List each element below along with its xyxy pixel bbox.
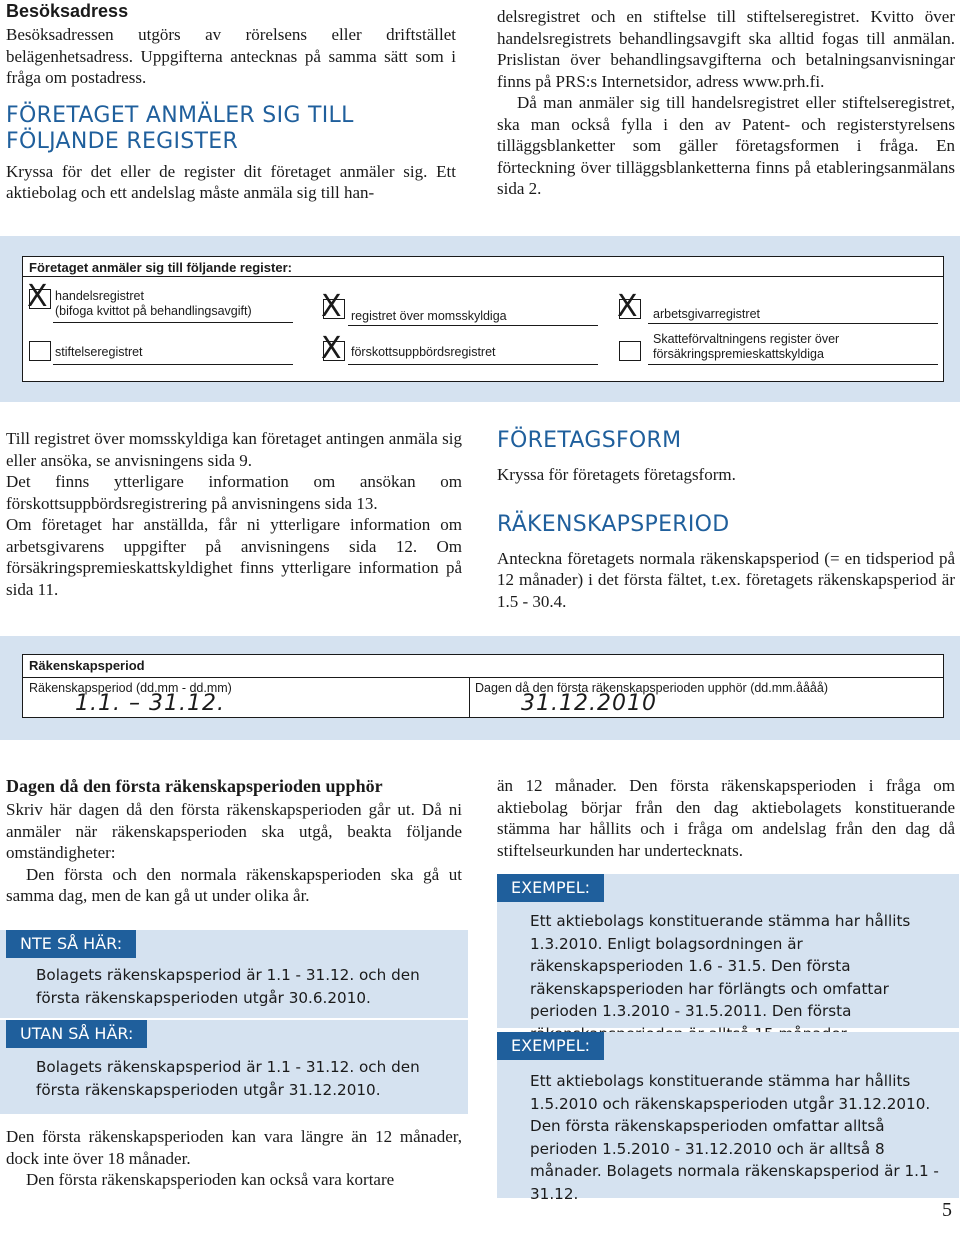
besoksadress-text: Besöksadressen utgörs av rörelsens eller driftstället belägenhetsadress. Uppgifterna antecknas på samma sätt som i fråga om postadress.: [6, 25, 456, 87]
label-forskottsuppbord: förskottsuppbördsregistret: [351, 345, 496, 359]
label-stiftelseregistret: stiftelseregistret: [55, 345, 143, 359]
wrong-example-text: Bolagets räkenskapsperiod är 1.1 - 31.12. och den första räkenskapsperioden utgår 30.6.2010.: [36, 966, 420, 1007]
checkbox-stiftelseregistret[interactable]: [29, 341, 51, 361]
rakenskapsperiod-heading: RÄKENSKAPSPERIOD: [497, 511, 730, 537]
example2-tab: EXEMPEL:: [497, 1032, 604, 1060]
register-form-title: Företaget anmäler sig till följande register:: [29, 260, 292, 275]
right-example-tab: UTAN SÅ HÄR:: [6, 1020, 147, 1048]
shorter-period-text: Den första räkenskapsperioden kan också vara kortare: [26, 1170, 395, 1189]
checkbox-forsakringspremie[interactable]: [619, 341, 641, 361]
label-handelsregistret: handelsregistret (bifoga kvittot på behandlingsavgift): [55, 289, 252, 318]
page-number: 5: [942, 1199, 952, 1221]
mid-left-column: [6, 428, 462, 600]
handelsregister-info: delsregistret och en stiftelse till stiftelseregistret. Kvitto över handelsregistrets behandlingsavgift ska alltid fogas till anmälan. Prislistan över behandlingsavgifterna och betalningsanvisningar finns på PRS:s Internetsidor, adress www.prh.fi.: [497, 7, 955, 91]
register-section-title: FÖRETAGET ANMÄLER SIG TILL FÖLJANDE REGISTER: [6, 102, 354, 154]
check-mark: X: [27, 279, 49, 314]
example1-tab: EXEMPEL:: [497, 874, 604, 902]
shorter-period-continued: än 12 månader. Den första räkenskapsperioden i fråga om aktiebolag börjar från den dag aktiebolagets konstituerande stämma har hållits och i fråga om andelslag från den dag då stiftelseurkunden har undertecknats.: [497, 776, 955, 860]
rakenskapsperiod-text: Anteckna företagets normala räkenskapsperiod (= en tidsperiod på 12 månader) i det första fältet, t.ex. företagets räkenskapsperiod är 1.5 - 30.4.: [497, 548, 955, 611]
foretagsform-heading: FÖRETAGSFORM: [497, 428, 682, 453]
example2-text: Ett aktiebolags konstituerande stämma har hållits 1.5.2010 och räkenskapsperioden utgår 31.12.2010. Den första räkenskapsperioden omfattar alltså perioden 1.5.2010 - 31.12.2010 och är alltså 8 månader. Bolagets normala räkenskapsperiod är 1.1 - 31.12.: [530, 1072, 939, 1203]
tillaggsblankett-info: Då man anmäler sig till handelsregistret eller stiftelseregistret, ska man också fylla i den av Patent- och registerstyrelsens tilläggsblanketter som gäller företagsformen i fråga. En förteckning över tilläggsblanketterna finns på etableringsanmälans sida 2.: [497, 93, 955, 198]
bottom-left-column: [6, 775, 462, 907]
right-example-text: Bolagets räkenskapsperiod är 1.1 - 31.12. och den första räkenskapsperioden utgår 31.12.2010.: [36, 1058, 420, 1099]
besoksadress-heading: Besöksadress: [6, 1, 129, 21]
top-right-column: [497, 6, 955, 200]
label-momsskyldiga: registret över momsskyldiga: [351, 309, 507, 323]
moms-info: Till registret över momsskyldiga kan företaget antingen anmäla sig eller ansöka, se anvisningens sida 9.: [6, 429, 462, 470]
period-end-rule: Den första och den normala räkenskapsperioden ska gå ut samma dag, men de kan gå ut under olika år.: [6, 864, 462, 905]
period-form: [22, 654, 944, 718]
period-end-text: Skriv här dagen då den första räkenskapsperioden går ut. Då ni anmäler när räkenskapsperioden ska utgå, beakta följande omständigheter:: [6, 800, 462, 862]
top-left-column: [6, 0, 456, 204]
check-mark: X: [617, 289, 639, 324]
check-mark: X: [321, 289, 343, 324]
first-period-end-value[interactable]: 31.12.2010: [521, 691, 657, 716]
example1-text: Ett aktiebolags konstituerande stämma har hållits 1.3.2010. Enligt bolagsordningen är räkenskapsperioden 1.6 - 31.5. Den första räkenskapsperioden har förlängts och omfattar perioden 1.3.2010 - 31.5.2011. Den första: [530, 912, 911, 1020]
register-intro-text: Kryssa för det eller de register dit företaget anmäler sig. Ett aktiebolag och ett andelslag måste anmäla sig till han-: [6, 161, 456, 202]
arbetsgivare-info: Om företaget har anställda, får ni ytterligare information om arbetsgivarens uppgifter på anvisningens sida 12. Om försäkringspremieskattskyldighet finns ytterligare information på sida 11.: [6, 515, 462, 599]
foretagsform-text: Kryssa för företagets företagsform.: [497, 465, 736, 484]
period-field-value[interactable]: 1.1. – 31.12.: [75, 691, 225, 716]
longer-period-text: Den första räkenskapsperioden kan vara längre än 12 månader, dock inte över 18 månader.: [6, 1127, 462, 1168]
first-period-end-label: Dagen då den första räkenskapsperioden upphör (dd.mm.åååå): [475, 681, 828, 695]
wrong-example-tab: NTE SÅ HÄR:: [6, 930, 136, 958]
forskott-info: Det finns ytterligare information om ansökan om förskottsuppbördsregistrering på anvisningens sida 13.: [6, 472, 462, 513]
label-forsakringspremie: Skatteförvaltningens register över försäkringspremieskattskyldiga: [653, 332, 840, 361]
period-form-title: Räkenskapsperiod: [29, 658, 145, 673]
bottom-left-footer-text: [6, 1126, 462, 1191]
label-arbetsgivarregistret: arbetsgivarregistret: [653, 307, 760, 321]
register-form: [22, 256, 944, 382]
period-field-label: Räkenskapsperiod (dd.mm - dd.mm): [29, 681, 232, 695]
mid-right-column: [497, 428, 955, 612]
check-mark: X: [321, 331, 343, 366]
period-end-heading: Dagen då den första räkenskapsperioden upphör: [6, 776, 383, 796]
bottom-right-column: [497, 775, 955, 861]
